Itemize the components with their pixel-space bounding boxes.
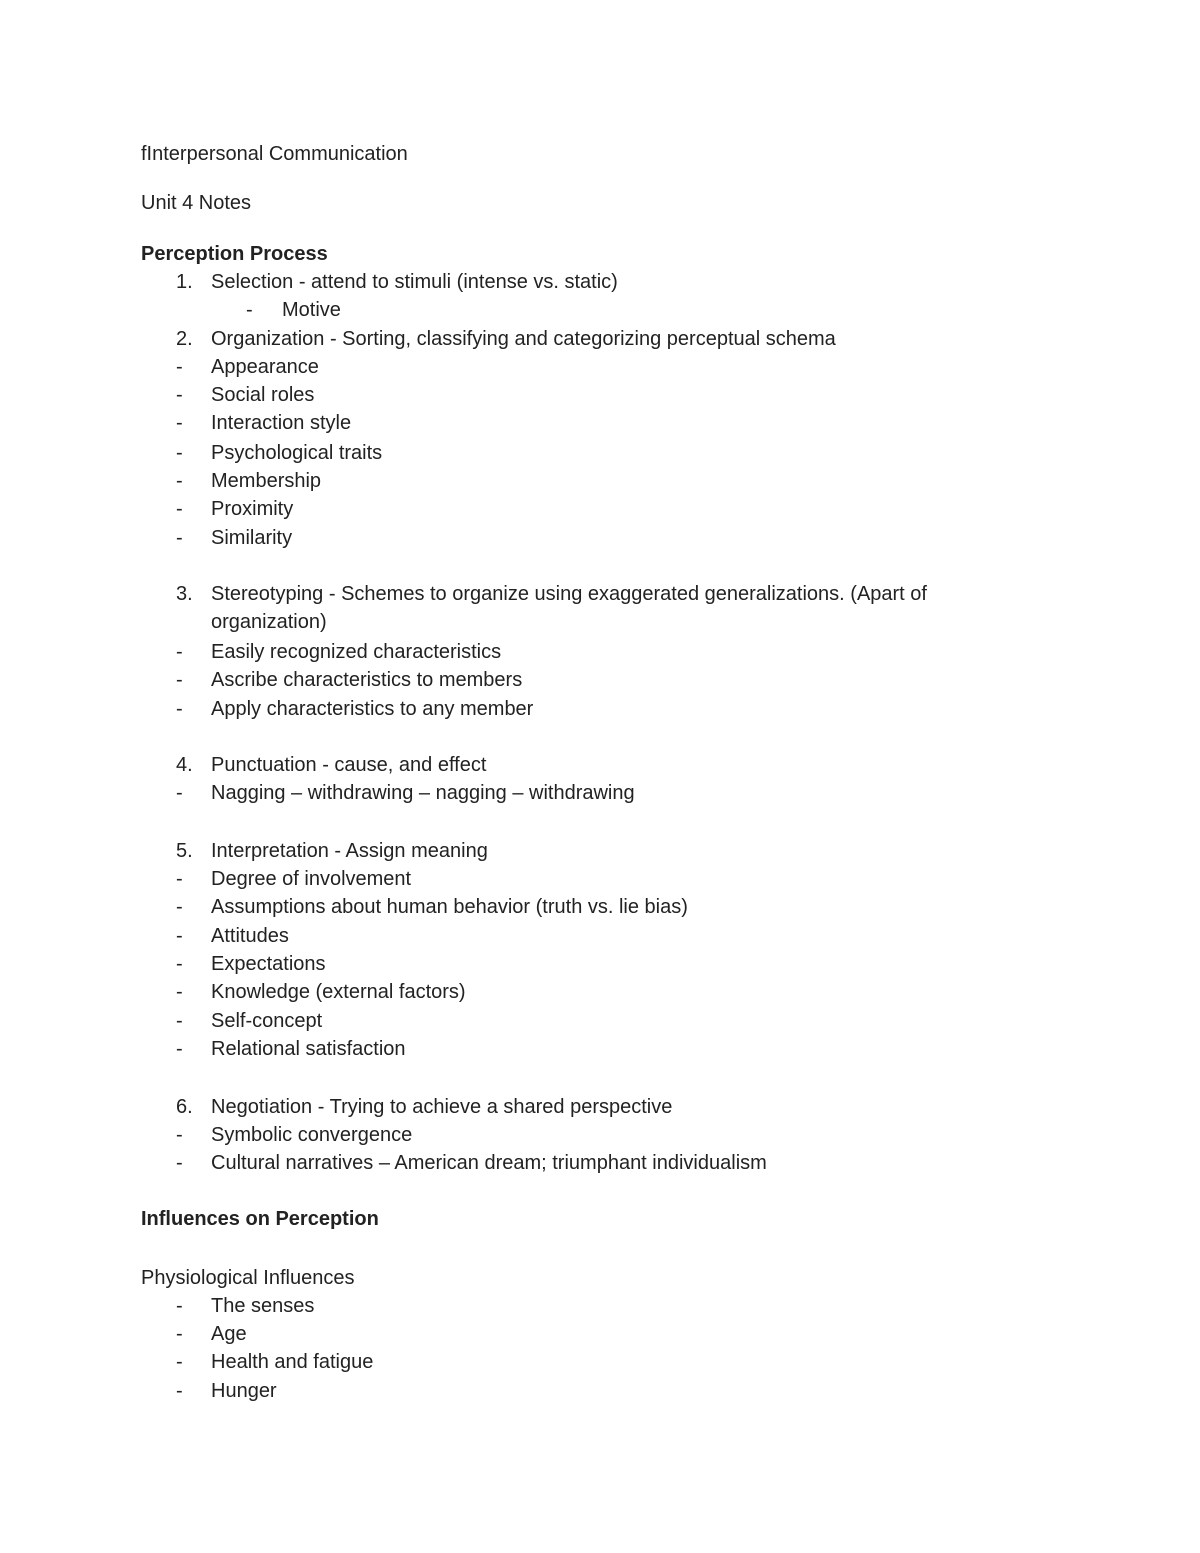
bullet-dash: - xyxy=(176,953,183,975)
bullet-dash: - xyxy=(176,1380,183,1402)
bullet-item: Apply characteristics to any member xyxy=(211,698,534,720)
list-number: 6. xyxy=(176,1096,193,1118)
bullet-item: Social roles xyxy=(211,384,315,406)
list-number: 2. xyxy=(176,328,193,350)
section-heading-perception-process: Perception Process xyxy=(141,243,328,265)
bullet-item: The senses xyxy=(211,1295,315,1317)
bullet-item: Nagging – withdrawing – nagging – withdrawing xyxy=(211,782,635,804)
bullet-dash: - xyxy=(176,442,183,464)
document-subtitle: Unit 4 Notes xyxy=(141,192,252,214)
bullet-dash: - xyxy=(176,1323,183,1345)
bullet-dash: - xyxy=(176,412,183,434)
bullet-item: Expectations xyxy=(211,953,326,975)
bullet-item: Relational satisfaction xyxy=(211,1038,406,1060)
bullet-dash: - xyxy=(176,384,183,406)
bullet-item: Assumptions about human behavior (truth vs. lie bias) xyxy=(211,896,688,918)
bullet-dash: - xyxy=(176,1351,183,1373)
bullet-item: Similarity xyxy=(211,527,293,549)
bullet-item: Health and fatigue xyxy=(211,1351,374,1373)
bullet-item: Attitudes xyxy=(211,925,289,947)
bullet-dash: - xyxy=(176,527,183,549)
bullet-dash: - xyxy=(176,1152,183,1174)
bullet-item: Cultural narratives – American dream; triumphant individualism xyxy=(211,1152,767,1174)
bullet-dash: - xyxy=(176,698,183,720)
sub-bullet-dash: - xyxy=(246,299,253,321)
list-number: 4. xyxy=(176,754,193,776)
bullet-dash: - xyxy=(176,641,183,663)
bullet-dash: - xyxy=(176,1038,183,1060)
bullet-item: Symbolic convergence xyxy=(211,1124,413,1146)
bullet-dash: - xyxy=(176,925,183,947)
bullet-dash: - xyxy=(176,356,183,378)
list-item-text: Selection - attend to stimuli (intense vs. static) xyxy=(211,271,618,293)
bullet-dash: - xyxy=(176,1124,183,1146)
bullet-dash: - xyxy=(176,498,183,520)
document-title: fInterpersonal Communication xyxy=(141,143,408,165)
bullet-item: Psychological traits xyxy=(211,442,383,464)
bullet-item: Interaction style xyxy=(211,412,352,434)
bullet-item: Self-concept xyxy=(211,1010,323,1032)
bullet-item: Easily recognized characteristics xyxy=(211,641,502,663)
list-item-text-continued: organization) xyxy=(211,611,327,633)
list-item-text: Organization - Sorting, classifying and categorizing perceptual schema xyxy=(211,328,836,350)
list-item-text: Punctuation - cause, and effect xyxy=(211,754,487,776)
bullet-item: Appearance xyxy=(211,356,319,378)
bullet-dash: - xyxy=(176,896,183,918)
list-item-text: Stereotyping - Schemes to organize using exaggerated generalizations. (Apart of xyxy=(211,583,927,605)
list-number: 3. xyxy=(176,583,193,605)
list-number: 1. xyxy=(176,271,193,293)
sub-list-item-text: Motive xyxy=(282,299,341,321)
bullet-dash: - xyxy=(176,981,183,1003)
subsection-heading: Physiological Influences xyxy=(141,1267,355,1289)
bullet-dash: - xyxy=(176,669,183,691)
bullet-dash: - xyxy=(176,1010,183,1032)
bullet-item: Knowledge (external factors) xyxy=(211,981,466,1003)
bullet-item: Age xyxy=(211,1323,247,1345)
bullet-item: Membership xyxy=(211,470,322,492)
bullet-item: Ascribe characteristics to members xyxy=(211,669,523,691)
bullet-dash: - xyxy=(176,782,183,804)
bullet-dash: - xyxy=(176,470,183,492)
bullet-dash: - xyxy=(176,868,183,890)
list-item-text: Negotiation - Trying to achieve a shared perspective xyxy=(211,1096,673,1118)
section-heading-influences: Influences on Perception xyxy=(141,1208,379,1230)
bullet-item: Proximity xyxy=(211,498,294,520)
bullet-dash: - xyxy=(176,1295,183,1317)
bullet-item: Hunger xyxy=(211,1380,277,1402)
bullet-item: Degree of involvement xyxy=(211,868,412,890)
list-item-text: Interpretation - Assign meaning xyxy=(211,840,488,862)
list-number: 5. xyxy=(176,840,193,862)
